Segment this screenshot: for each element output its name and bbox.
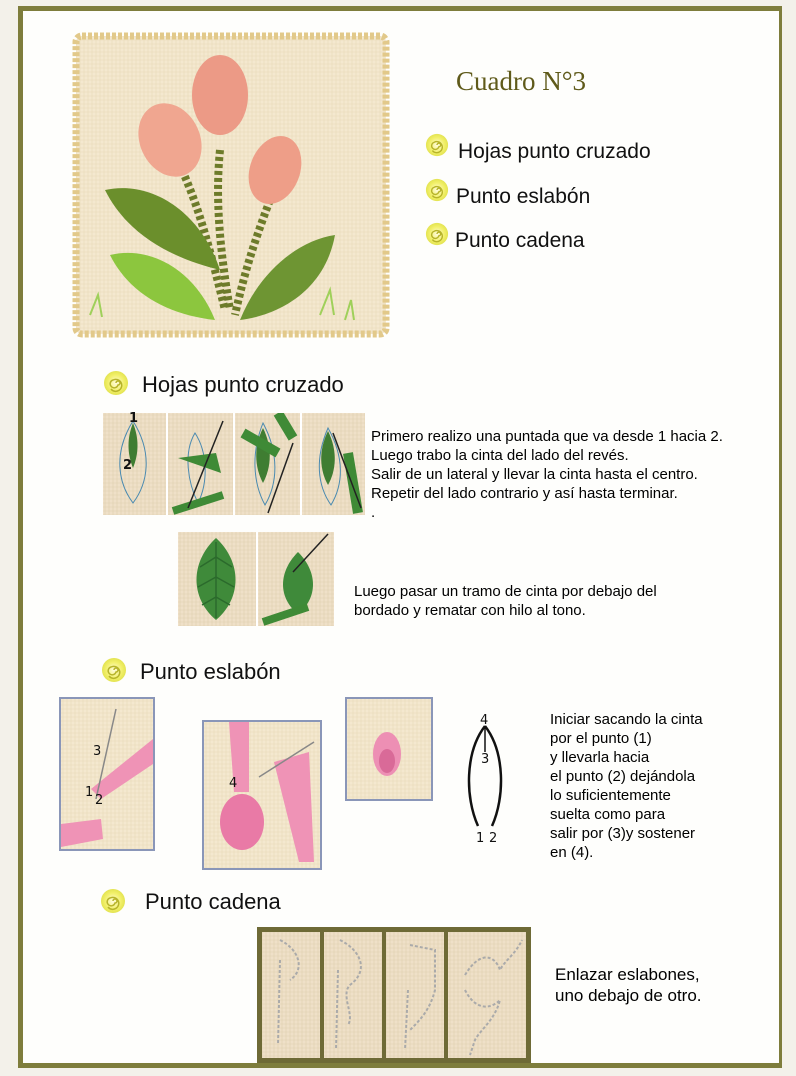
stitch-list-item: Punto cadena (455, 229, 585, 252)
hojas-step-photos (103, 413, 365, 515)
section-heading-eslabon: Punto eslabón (140, 659, 281, 684)
eslabon-photo-3 (345, 697, 433, 801)
eslabon-diagram (460, 712, 510, 848)
spiral-bullet-icon (101, 657, 127, 683)
hojas-finish-instructions: Luego pasar un tramo de cinta por debajo del bordado y rematar con hilo al tono. (354, 583, 657, 619)
main-embroidery-photo (70, 30, 392, 340)
cadena-instructions: Enlazar eslabones, uno debajo de otro. (555, 965, 702, 1005)
step-label-1: 1 (129, 411, 139, 426)
eslabon-instructions: Iniciar sacando la cinta por el punto (1) y llevarla hacia el punto (2) dejándola lo suficientemente suelta como para salir por (3)y sostener en (4). (550, 711, 703, 861)
spiral-bullet-icon (425, 178, 449, 202)
spiral-bullet-icon (100, 888, 126, 914)
hojas-instructions: Primero realizo una puntada que va desde 1 hacia 2. Luego trabo la cinta del lado del revés. Salir de un lateral y llevar la cinta hasta el centro. Repetir del lado contrario y así hasta terminar. . (371, 428, 723, 521)
stitch-list-item: Hojas punto cruzado (458, 140, 651, 163)
diagram-label-1: 1 (476, 831, 485, 846)
cadena-photos (257, 927, 531, 1063)
diagram-label-2: 2 (489, 831, 498, 846)
spiral-bullet-icon (425, 133, 449, 157)
diagram-label-4: 4 (480, 713, 489, 728)
spiral-bullet-icon (103, 370, 129, 396)
eslabon-photo-label-3: 3 (93, 744, 102, 759)
eslabon-photo-label-1: 1 (85, 785, 94, 800)
eslabon-photo-label-4: 4 (229, 776, 238, 791)
section-heading-hojas: Hojas punto cruzado (142, 372, 344, 397)
section-heading-cadena: Punto cadena (145, 889, 281, 914)
stitch-list-item: Punto eslabón (456, 185, 591, 208)
eslabon-photo-label-2: 2 (95, 793, 104, 808)
eslabon-photo-2 (202, 720, 322, 870)
diagram-label-3: 3 (481, 752, 490, 767)
hojas-finished-photos (178, 532, 334, 626)
eslabon-photo-1 (59, 697, 155, 851)
step-label-2: 2 (123, 458, 133, 473)
spiral-bullet-icon (425, 222, 449, 246)
page-title: Cuadro N°3 (456, 66, 587, 96)
